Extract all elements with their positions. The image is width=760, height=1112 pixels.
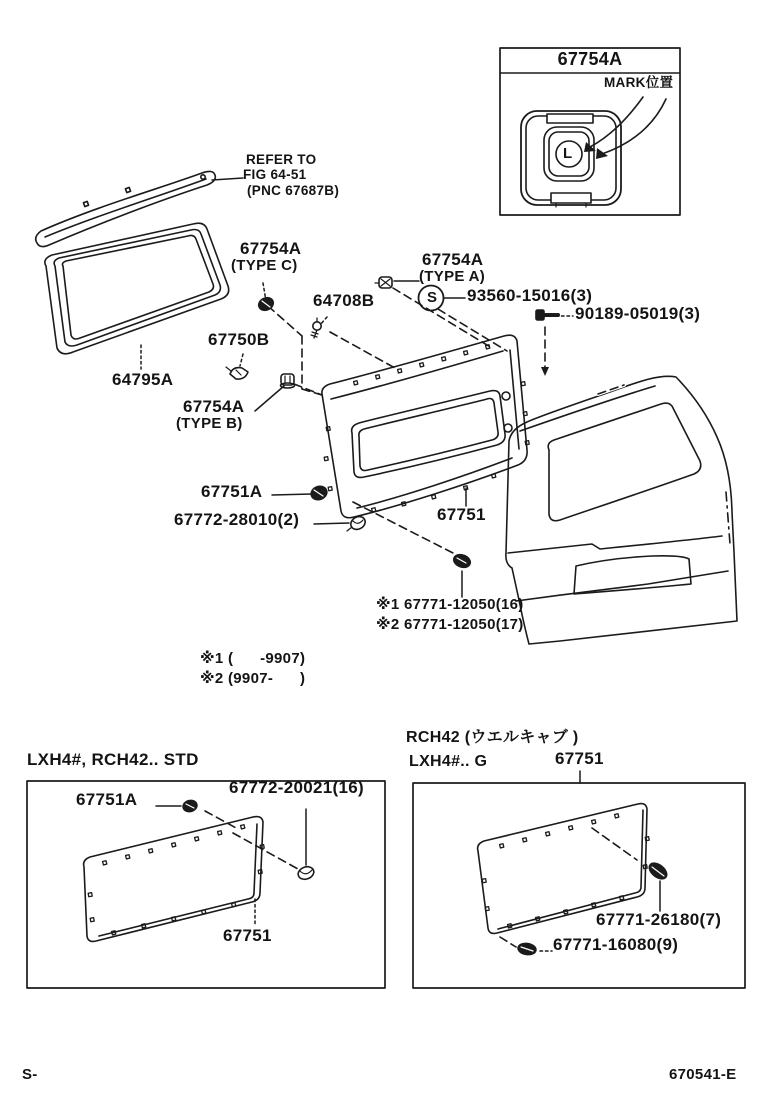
part-label-67750b: 67750B — [208, 330, 270, 349]
bottom-right-box-header2: LXH4#.. G — [409, 753, 488, 770]
grommet-icon-bl-67772 — [296, 865, 315, 882]
part-label-93560: 93560-15016(3) — [467, 286, 593, 305]
clip-icon-br-26180 — [646, 860, 669, 882]
date-range-1: ※1 ( -9907) — [200, 650, 306, 667]
window-seal-64795a — [45, 223, 229, 354]
footer-right-code: 670541-E — [669, 1066, 737, 1083]
bl-part-label-67751: 67751 — [223, 926, 272, 945]
refer-note-line2: FIG 64-51 — [243, 167, 307, 182]
bl-part-label-67751a: 67751A — [76, 790, 138, 809]
bottom-left-box-header: LXH4#, RCH42.. STD — [27, 750, 199, 769]
br-part-label-67751: 67751 — [555, 749, 604, 768]
part-label-67751a: 67751A — [201, 482, 263, 501]
bottom-right-box-header1: RCH42 (ウエルキャブ ) — [406, 729, 579, 746]
mark-position-label: MARK位置 — [604, 75, 674, 90]
detail-box — [500, 48, 680, 215]
variant-label-type-a: (TYPE A) — [419, 268, 486, 285]
part-label-64795a: 64795A — [112, 370, 174, 389]
note-line-2: ※2 67771-12050(17) — [376, 616, 524, 633]
mark-letter: L — [563, 145, 573, 162]
s-symbol-letter: S — [427, 289, 438, 306]
trim-panel-67751 — [322, 335, 529, 518]
refer-note-line3: (PNC 67687B) — [247, 183, 340, 198]
date-range-2: ※2 (9907- ) — [200, 670, 306, 687]
grommet-icon-type-a — [375, 277, 392, 288]
clip-icon-67750b — [226, 367, 248, 379]
clip-icon-67771-12050 — [452, 552, 472, 569]
part-label-64708b: 64708B — [313, 291, 375, 310]
variant-label-type-c: (TYPE C) — [231, 257, 298, 274]
note-line-1: ※1 67771-12050(16) — [376, 596, 524, 613]
refer-note-line1: REFER TO — [246, 152, 317, 167]
screw-arrowhead — [541, 367, 549, 376]
part-label-90189: 90189-05019(3) — [575, 304, 701, 323]
part-label-67754a-type-a: 67754A — [422, 250, 484, 269]
clip-icon-br-16080 — [517, 942, 536, 955]
back-door-outline — [506, 376, 737, 644]
screw-icon-90189 — [536, 310, 558, 320]
panel-clip-marks — [324, 345, 529, 512]
grommet-icon-type-b — [281, 374, 295, 388]
screw-icon-64708b — [311, 318, 321, 338]
part-label-67772-28010: 67772-28010(2) — [174, 510, 300, 529]
refer-note-leader — [212, 178, 243, 180]
clip-icon-bl-67751a — [182, 799, 198, 813]
part-label-67751-main: 67751 — [437, 505, 486, 524]
variant-label-type-b: (TYPE B) — [176, 415, 243, 432]
part-label-67754a-type-c: 67754A — [240, 239, 302, 258]
clip-icon-67751a — [309, 484, 328, 502]
grommet-icon-67772-28010 — [347, 514, 367, 532]
br-part-label-67771-26180: 67771-26180(7) — [596, 910, 722, 929]
mark-position-arrows — [584, 97, 666, 159]
footer-left-code: S- — [22, 1066, 38, 1083]
bl-part-label-67772-20021: 67772-20021(16) — [229, 778, 364, 797]
detail-box-title: 67754A — [557, 49, 623, 69]
br-part-label-67771-16080: 67771-16080(9) — [553, 935, 679, 954]
bottom-right-box — [413, 783, 745, 988]
part-label-67754a-type-b: 67754A — [183, 397, 245, 416]
